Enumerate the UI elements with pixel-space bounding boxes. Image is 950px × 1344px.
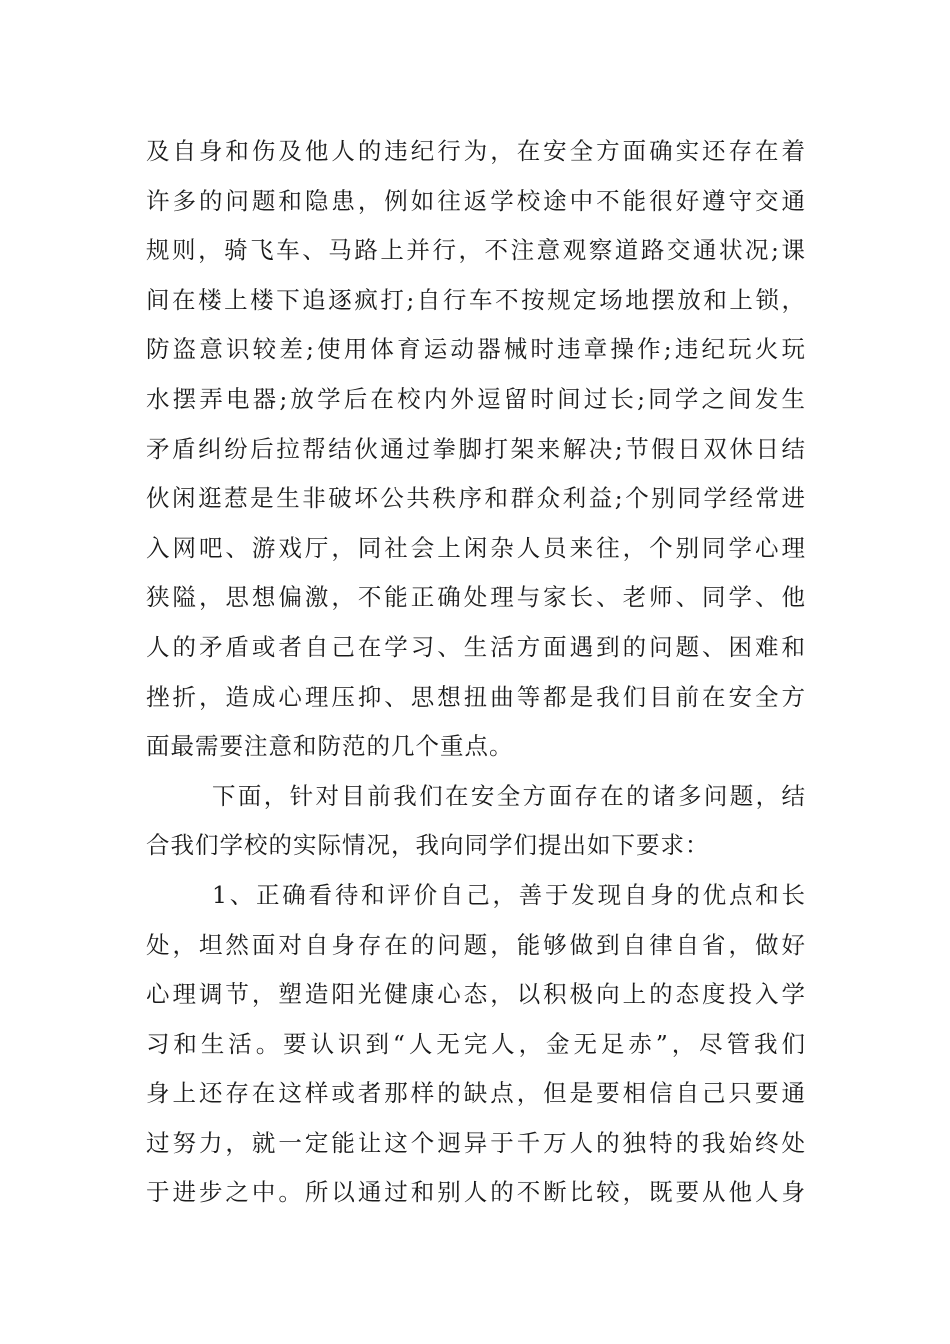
text-line: 挫折，造成心理压抑、思想扭曲等都是我们目前在安全方 bbox=[146, 682, 806, 711]
text-line: 合我们学校的实际情况，我向同学们提出如下要求： bbox=[146, 831, 710, 860]
text-line: 及自身和伤及他人的违纪行为，在安全方面确实还存在着 bbox=[146, 137, 806, 165]
text-line: 间在楼上楼下追逐疯打;自行车不按规定场地摆放和上锁， bbox=[146, 285, 806, 314]
text-line: 心理调节，塑造阳光健康心态，以积极向上的态度投入学 bbox=[146, 980, 806, 1009]
text-line: 处，坦然面对自身存在的问题，能够做到自律自省，做好 bbox=[146, 930, 806, 959]
text-line: 身上还存在这样或者那样的缺点，但是要相信自己只要通 bbox=[146, 1079, 806, 1108]
text-line: 过努力，就一定能让这个迥异于千万人的独特的我始终处 bbox=[146, 1128, 806, 1157]
text-line: 习和生活。要认识到“人无完人，金无足赤”，尽管我们 bbox=[146, 1029, 806, 1058]
text-line: 水摆弄电器;放学后在校内外逗留时间过长;同学之间发生 bbox=[146, 384, 806, 413]
text-line: 规则，骑飞车、马路上并行，不注意观察道路交通状况;课 bbox=[146, 236, 806, 265]
text-line: 狭隘，思想偏激，不能正确处理与家长、老师、同学、他 bbox=[146, 583, 806, 612]
text-line: 伙闲逛惹是生非破坏公共秩序和群众利益;个别同学经常进 bbox=[146, 484, 806, 513]
text-line: 防盗意识较差;使用体育运动器械时违章操作;违纪玩火玩 bbox=[146, 335, 806, 364]
text-line: 许多的问题和隐患，例如往返学校途中不能很好遵守交通 bbox=[146, 186, 806, 215]
paragraph-safety-problems bbox=[146, 127, 806, 772]
paragraph-requirement-1 bbox=[146, 871, 806, 1218]
text-line: 入网吧、游戏厅，同社会上闲杂人员来往，个别同学心理 bbox=[146, 533, 806, 562]
paragraph-requirements-intro bbox=[146, 772, 806, 871]
text-line: 人的矛盾或者自己在学习、生活方面遇到的问题、困难和 bbox=[146, 632, 806, 661]
text-line: 面最需要注意和防范的几个重点。 bbox=[146, 732, 514, 761]
text-line: 1、正确看待和评价自己，善于发现自身的优点和长 bbox=[212, 880, 806, 909]
text-line: 下面，针对目前我们在安全方面存在的诸多问题，结 bbox=[212, 781, 806, 810]
text-line: 矛盾纠纷后拉帮结伙通过拳脚打架来解决;节假日双休日结 bbox=[146, 434, 806, 463]
body-text bbox=[146, 127, 806, 1218]
text-line: 于进步之中。所以通过和别人的不断比较，既要从他人身 bbox=[146, 1178, 806, 1207]
